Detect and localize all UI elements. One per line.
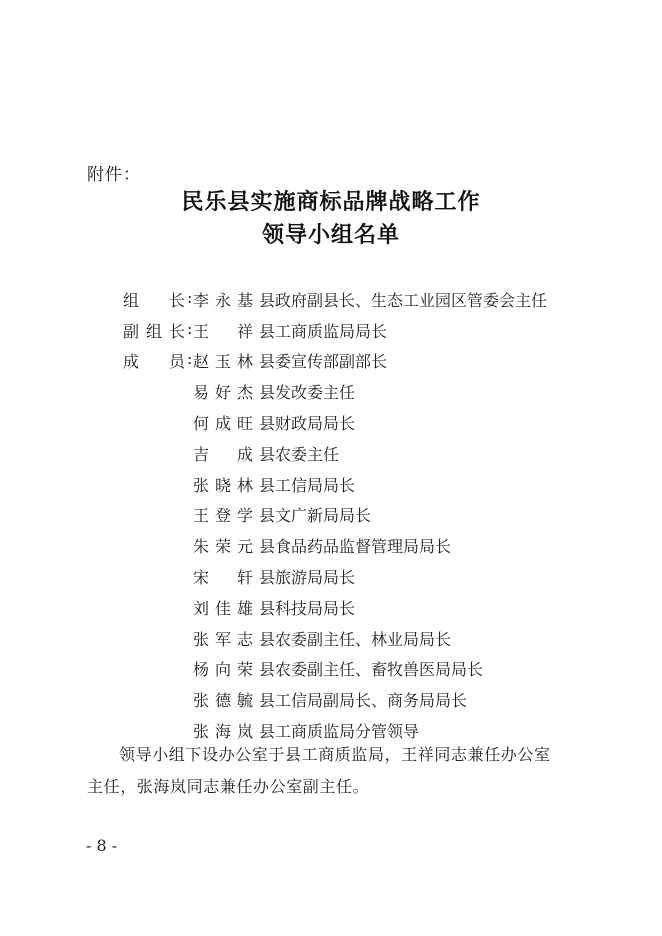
member-roster bbox=[123, 284, 547, 746]
member-name: 王 祥 bbox=[193, 321, 253, 341]
member-position: 县工商质监局分管领导 bbox=[259, 722, 420, 742]
member-position: 县工信局局长 bbox=[259, 475, 356, 495]
role-text: 副 组 长 bbox=[123, 321, 185, 341]
member-name: 何 成 旺 bbox=[193, 414, 253, 434]
member-position: 县政府副县长、生态工业园区管委会主任 bbox=[259, 290, 548, 310]
roster-row bbox=[123, 284, 547, 315]
member-position: 县委宣传部副部长 bbox=[259, 352, 388, 372]
member-position: 县农委主任 bbox=[259, 444, 340, 464]
member-position: 县科技局局长 bbox=[259, 598, 356, 618]
member-name: 刘 佳 雄 bbox=[193, 598, 253, 618]
roster-row bbox=[123, 500, 547, 531]
document-title-line2: 领导小组名单 bbox=[261, 222, 400, 248]
member-position: 县农委副主任、畜牧兽医局局长 bbox=[259, 660, 484, 680]
page-number: - 8 - bbox=[86, 836, 118, 855]
member-position: 县食品药品监督管理局局长 bbox=[259, 537, 452, 557]
member-name: 宋 轩 bbox=[193, 568, 253, 588]
member-position: 县工商质监局局长 bbox=[259, 321, 388, 341]
roster-row bbox=[123, 561, 547, 592]
roster-row bbox=[123, 376, 547, 407]
closing-paragraph-line2: 主任，张海岚同志兼任办公室副主任。 bbox=[87, 777, 370, 796]
member-position: 县财政局局长 bbox=[259, 414, 356, 434]
member-position: 县旅游局局长 bbox=[259, 568, 356, 588]
roster-row bbox=[123, 684, 547, 715]
member-name: 张 德 毓 bbox=[193, 691, 253, 711]
member-position: 县工信局副局长、商务局局长 bbox=[259, 691, 468, 711]
member-name: 赵 玉 林 bbox=[193, 352, 253, 372]
member-name: 吉 成 bbox=[193, 444, 253, 464]
member-name: 张 海 岚 bbox=[193, 722, 253, 742]
roster-row bbox=[123, 654, 547, 685]
role-colon: : bbox=[187, 349, 193, 369]
roster-row bbox=[123, 407, 547, 438]
member-position: 县农委副主任、林业局局长 bbox=[259, 629, 452, 649]
roster-row bbox=[123, 346, 547, 377]
roster-row bbox=[123, 315, 547, 346]
roster-row bbox=[123, 469, 547, 500]
roster-row bbox=[123, 592, 547, 623]
document-title-line1: 民乐县实施商标品牌战略工作 bbox=[181, 189, 481, 215]
role-label bbox=[123, 349, 193, 372]
closing-paragraph-line1: 领导小组下设办公室于县工商质监局，王祥同志兼任办公室 bbox=[119, 745, 551, 764]
member-position: 县发改委主任 bbox=[259, 383, 356, 403]
member-name: 杨 向 荣 bbox=[193, 660, 253, 680]
member-name: 李 永 基 bbox=[193, 290, 253, 310]
role-colon: : bbox=[187, 318, 193, 338]
member-name: 张 晓 林 bbox=[193, 475, 253, 495]
attachment-label: 附件： bbox=[87, 165, 141, 185]
role-label bbox=[123, 319, 193, 342]
role-colon: : bbox=[187, 287, 193, 307]
member-name: 王 登 学 bbox=[193, 506, 253, 526]
member-name: 朱 荣 元 bbox=[193, 537, 253, 557]
roster-row bbox=[123, 530, 547, 561]
roster-row bbox=[123, 438, 547, 469]
role-text: 成 员 bbox=[123, 352, 185, 372]
role-text: 组 长 bbox=[123, 290, 185, 310]
member-name: 易 好 杰 bbox=[193, 383, 253, 403]
role-label bbox=[123, 288, 193, 311]
member-position: 县文广新局局长 bbox=[259, 506, 372, 526]
roster-row bbox=[123, 623, 547, 654]
member-name: 张 军 志 bbox=[193, 629, 253, 649]
